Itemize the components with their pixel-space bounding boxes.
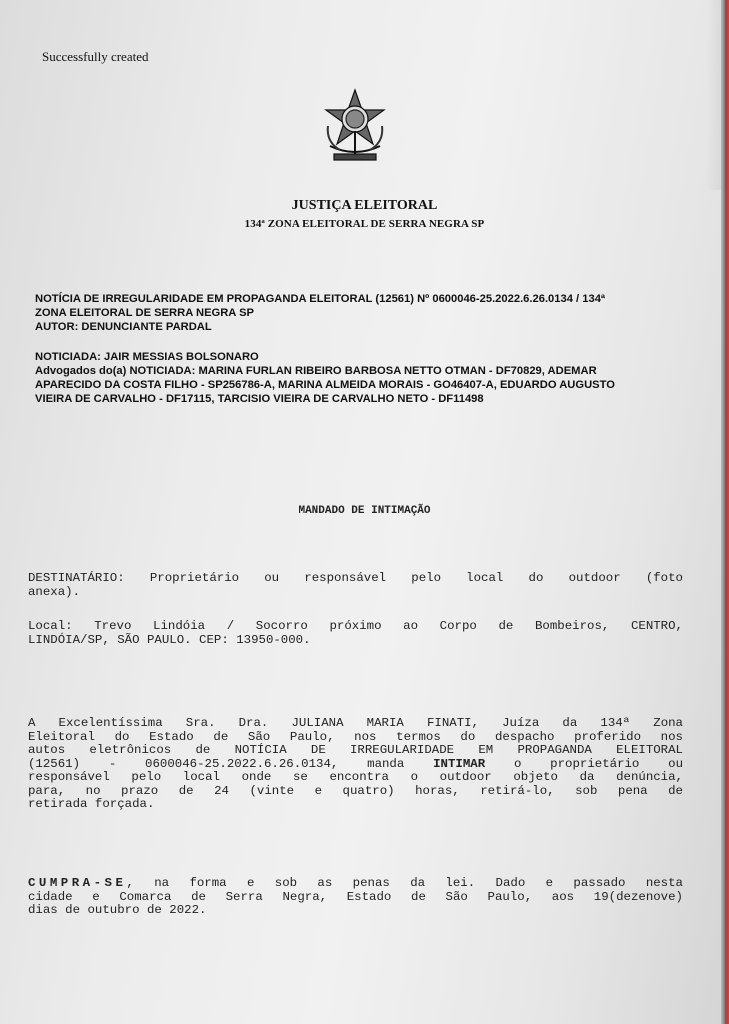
case-line: ZONA ELEITORAL DE SERRA NEGRA SP bbox=[35, 307, 255, 319]
text-line: anexa). bbox=[28, 584, 81, 599]
text-line: para, no prazo de 24 (vinte e quatro) horas, retirá-lo, sob pena de bbox=[28, 783, 683, 798]
court-zone: 134ª ZONA ELEITORAL DE SERRA NEGRA SP bbox=[244, 218, 485, 230]
destinatario-paragraph bbox=[28, 572, 683, 599]
paper-shadow bbox=[707, 0, 721, 190]
case-header bbox=[35, 292, 675, 334]
brazil-coat-of-arms-icon bbox=[318, 86, 392, 166]
case-line: NOTÍCIA DE IRREGULARIDADE EM PROPAGANDA ELEITORAL (12561) Nº 0600046-25.2022.6.26.0134 / 134ª bbox=[35, 293, 606, 305]
text-line: Eleitoral do Estado de São Paulo, nos termos do despacho proferido nos bbox=[28, 729, 683, 744]
text-line bbox=[28, 758, 683, 772]
intimar-emphasis: INTIMAR bbox=[433, 756, 486, 771]
local-paragraph bbox=[28, 620, 683, 647]
lawyers-line: VIEIRA DE CARVALHO - DF17115, TARCISIO VIEIRA DE CARVALHO NETO - DF11498 bbox=[35, 393, 484, 405]
text-line: Local: Trevo Lindóia / Socorro próximo ao Corpo de Bombeiros, CENTRO, bbox=[28, 619, 683, 633]
parties-block bbox=[35, 350, 675, 406]
text-segment: (12561) - 0600046-25.2022.6.26.0134, manda bbox=[28, 756, 405, 771]
text-line: LINDÓIA/SP, SÃO PAULO. CEP: 13950-000. bbox=[28, 632, 311, 647]
lawyers-line: Advogados do(a) NOTICIADA: MARINA FURLAN RIBEIRO BARBOSA NETTO OTMAN - DF70829, ADEMAR bbox=[35, 365, 597, 377]
text-line: responsável pelo local onde se encontra o outdoor objeto da denúncia, bbox=[28, 770, 683, 784]
noticiada: NOTICIADA: JAIR MESSIAS BOLSONARO bbox=[35, 351, 259, 363]
text-line: dias de outubro de 2022. bbox=[28, 903, 207, 917]
case-author: AUTOR: DENUNCIANTE PARDAL bbox=[35, 321, 212, 333]
text-segment: o proprietário ou bbox=[513, 756, 684, 771]
lawyers-line: APARECIDO DA COSTA FILHO - SP256786-A, MARINA ALMEIDA MORAIS - GO46407-A, EDUARDO AUGUSTO bbox=[35, 379, 615, 391]
text-line: autos eletrônicos de NOTÍCIA DE IRREGULARIDADE EM PROPAGANDA ELEITORAL bbox=[28, 743, 683, 757]
text-line: DESTINATÁRIO: Proprietário ou responsável pelo local do outdoor (foto bbox=[28, 571, 683, 585]
text-line: A Excelentíssima Sra. Dra. JULIANA MARIA FINATI, Juíza da 134ª Zona bbox=[28, 716, 683, 730]
text-line bbox=[28, 877, 683, 891]
status-text: Successfully created bbox=[42, 49, 149, 64]
document-title: MANDADO DE INTIMAÇÃO bbox=[298, 505, 431, 517]
cumpra-se-emphasis: CUMPRA-SE bbox=[28, 876, 127, 890]
text-line: cidade e Comarca de Serra Negra, Estado de São Paulo, aos 19(dezenove) bbox=[28, 889, 683, 904]
court-name: JUSTIÇA ELEITORAL bbox=[291, 198, 438, 213]
closing-paragraph bbox=[28, 877, 683, 918]
body-paragraph bbox=[28, 717, 683, 812]
text-line: retirada forçada. bbox=[28, 797, 155, 811]
text-segment: , na forma e sob as penas da lei. Dado e passado nesta bbox=[126, 876, 683, 890]
